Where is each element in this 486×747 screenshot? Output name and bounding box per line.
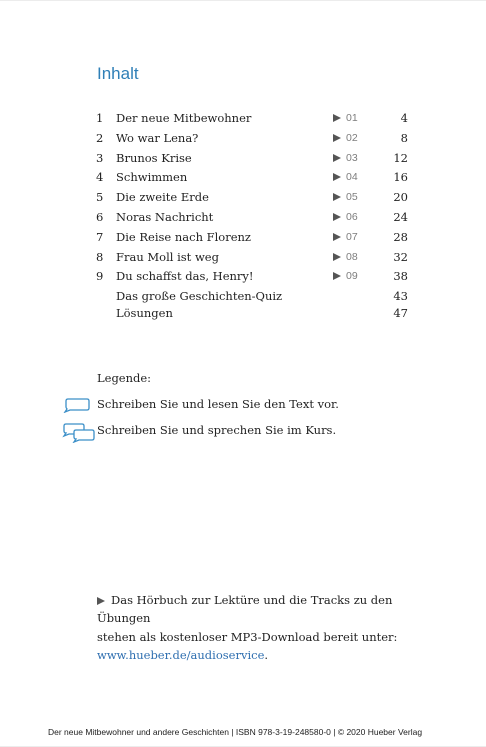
legend-item-text: Schreiben Sie und sprechen Sie im Kurs. [97, 423, 337, 437]
audio-note-period: . [264, 647, 269, 662]
audio-note-line2: stehen als kostenloser MP3-Download bereit unter: [97, 629, 398, 644]
toc-page-number: 16 [393, 170, 408, 185]
legend-item-text: Schreiben Sie und lesen Sie den Text vor. [97, 397, 339, 411]
toc-row[interactable] [96, 109, 412, 129]
toc-chapter-title: Noras Nachricht [116, 209, 214, 224]
toc-row[interactable] [96, 208, 412, 228]
toc-row[interactable] [96, 188, 412, 208]
toc-audio-track[interactable] [333, 129, 358, 149]
top-edge-rule [0, 0, 486, 1]
toc-chapter-title: Du schaffst das, Henry! [116, 269, 254, 284]
toc-chapter-number: 5 [96, 190, 104, 205]
play-icon [333, 272, 341, 280]
toc-chapter-number: 4 [96, 170, 104, 185]
toc-page-number: 47 [393, 306, 408, 321]
toc-chapter-title: Frau Moll ist weg [116, 249, 219, 264]
toc-chapter-number: 8 [96, 249, 104, 264]
play-icon [333, 154, 341, 162]
toc-chapter-number: 6 [96, 209, 104, 224]
toc-row[interactable] [96, 248, 412, 268]
toc-audio-track[interactable] [333, 208, 358, 228]
track-number: 02 [346, 131, 358, 144]
toc-chapter-number: 1 [96, 111, 104, 125]
toc-audio-track[interactable] [333, 228, 358, 248]
speech-bubble-icon [62, 397, 90, 416]
toc-audio-track[interactable] [333, 149, 358, 169]
audio-note [97, 591, 437, 664]
track-number: 03 [346, 151, 358, 164]
toc-chapter-number: 9 [96, 269, 104, 284]
play-icon [333, 233, 341, 241]
toc-row[interactable] [96, 304, 412, 324]
track-number: 01 [346, 112, 358, 124]
toc-chapter-title: Die Reise nach Florenz [116, 229, 251, 244]
audio-note-line1: Das Hörbuch zur Lektüre und die Tracks zu den Übungen [97, 593, 393, 626]
toc-chapter-title: Schwimmen [116, 170, 188, 185]
toc-chapter-title: Der neue Mitbewohner [116, 111, 252, 125]
toc-audio-track[interactable] [333, 168, 358, 188]
track-number: 04 [346, 171, 358, 184]
track-number: 08 [346, 250, 358, 263]
toc-chapter-number: 3 [96, 150, 104, 165]
toc-row[interactable] [96, 149, 412, 169]
toc-chapter-title: Lösungen [116, 306, 173, 321]
play-icon [333, 193, 341, 201]
page-footer: Der neue Mitbewohner und andere Geschichten | ISBN 978-3-19-248580-0 | © 2020 Hueber Verlag [48, 727, 423, 737]
toc-audio-track[interactable] [333, 248, 358, 268]
toc-row[interactable] [96, 267, 412, 287]
toc-row[interactable] [96, 168, 412, 188]
toc-page-number: 32 [393, 249, 408, 264]
toc-audio-track[interactable] [333, 188, 358, 208]
toc-page-number: 12 [393, 150, 408, 165]
toc-chapter-title: Wo war Lena? [116, 130, 199, 145]
toc-page-number: 38 [393, 269, 408, 284]
toc-chapter-title: Brunos Krise [116, 150, 192, 165]
play-icon [333, 173, 341, 181]
toc-chapter-number: 7 [96, 229, 104, 244]
track-number: 09 [346, 270, 358, 283]
play-icon [97, 597, 105, 605]
two-speech-bubbles-icon [62, 423, 96, 446]
track-number: 05 [346, 191, 358, 204]
play-icon [333, 114, 341, 122]
toc-page-number: 24 [393, 209, 408, 224]
toc-row[interactable] [96, 228, 412, 248]
toc-page-number: 4 [400, 111, 408, 125]
table-of-contents [96, 109, 412, 324]
play-icon [333, 134, 341, 142]
toc-row[interactable] [96, 129, 412, 149]
toc-audio-track[interactable] [333, 267, 358, 287]
toc-page-number: 8 [400, 130, 408, 145]
track-number: 07 [346, 230, 358, 243]
toc-page-number: 28 [393, 229, 408, 244]
page-title: Inhalt [97, 64, 139, 83]
track-number: 06 [346, 210, 358, 223]
legend-label: Legende: [97, 371, 152, 385]
toc-chapter-title: Das große Geschichten-Quiz [116, 288, 283, 303]
toc-audio-track[interactable] [333, 109, 358, 129]
toc-chapter-title: Die zweite Erde [116, 190, 209, 205]
audioservice-link[interactable]: www.hueber.de/audioservice [97, 647, 265, 662]
play-icon [333, 213, 341, 221]
toc-chapter-number: 2 [96, 130, 104, 145]
toc-page-number: 20 [393, 190, 408, 205]
play-icon [333, 253, 341, 261]
toc-page-number: 43 [393, 288, 408, 303]
